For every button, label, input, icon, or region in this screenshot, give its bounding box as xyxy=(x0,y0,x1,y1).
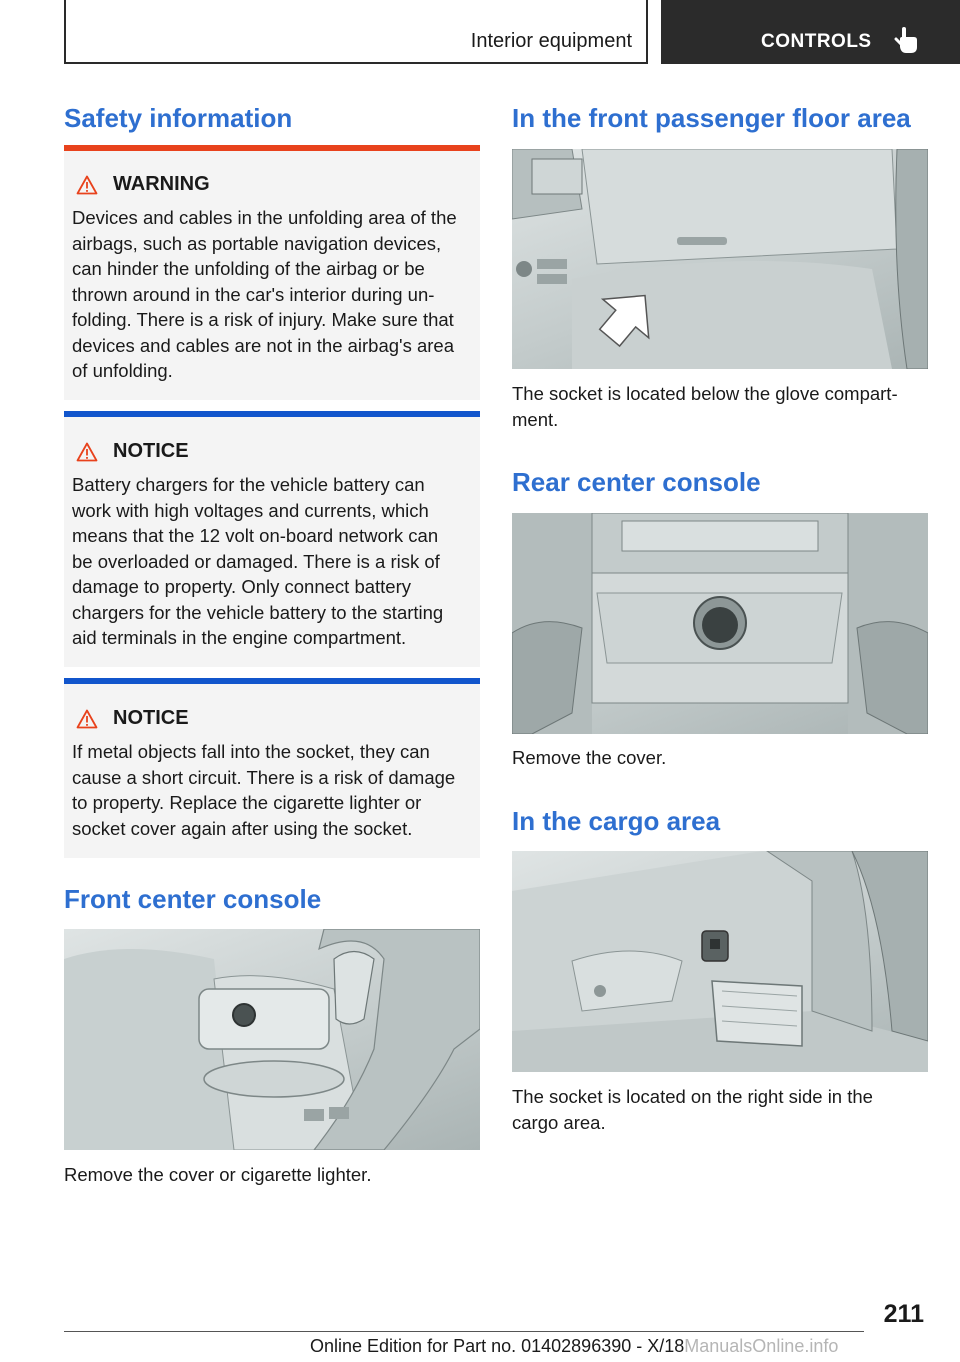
rear-console-caption: Remove the cover. xyxy=(512,747,667,768)
warning-triangle-icon xyxy=(76,175,98,195)
cargo-area-heading: In the cargo area xyxy=(512,806,721,836)
notice-triangle-icon xyxy=(76,442,98,462)
front-center-console-heading: Front center console xyxy=(64,884,322,914)
chapter-tab xyxy=(661,0,960,64)
notice-text-1: Battery chargers for the vehicle battery can work with high voltages and currents, which means that the 12 volt on-board network can be overloaded or damaged. There is a risk of damage to property. Only connect battery chargers for the vehicle battery to the starting aid terminals in the engine compartment. xyxy=(72,474,444,648)
front-console-caption: Remove the cover or cigarette lighter. xyxy=(64,1164,372,1185)
notice-label-2: NOTICE xyxy=(113,707,189,729)
rear-center-console-heading: Rear center console xyxy=(512,467,761,497)
warning-text: Devices and cables in the unfolding area of the airbags, such as portable navigation devices, can hinder the unfolding of the airbag or be thrown around in the car's interior during un‐ folding. There is a risk of injury. Make sure that devices and cables are not in the airbag's area of unfolding. xyxy=(72,207,457,381)
footer-rule xyxy=(64,1331,864,1332)
footer-edition xyxy=(310,1336,838,1357)
rear-console-illustration xyxy=(512,513,928,734)
warning-header xyxy=(76,173,210,196)
notice-box-2 xyxy=(64,678,480,858)
section-tab-label: Interior equipment xyxy=(470,30,632,52)
notice-label-1: NOTICE xyxy=(113,440,189,462)
passenger-floor-caption: The socket is located below the glove compart‐ ment. xyxy=(512,383,898,430)
front-passenger-floor-heading: In the front passenger floor area xyxy=(512,103,911,133)
notice-bar-1 xyxy=(64,411,480,417)
front-console-illustration xyxy=(64,929,480,1150)
cargo-area-illustration xyxy=(512,851,928,1072)
warning-box xyxy=(64,145,480,400)
notice-triangle-icon xyxy=(76,709,98,729)
chapter-tab-label: CONTROLS xyxy=(761,31,872,52)
warning-label: WARNING xyxy=(113,173,210,195)
notice-header-2 xyxy=(76,707,189,730)
page-number: 211 xyxy=(883,1300,924,1328)
passenger-floor-illustration xyxy=(512,149,928,369)
safety-information-heading: Safety information xyxy=(64,103,293,133)
footer-brand-watermark: ManualsOnline.info xyxy=(684,1336,839,1356)
notice-header-1 xyxy=(76,440,189,463)
section-tab xyxy=(64,0,648,64)
notice-box-1 xyxy=(64,411,480,667)
pointing-hand-icon xyxy=(894,25,920,55)
cargo-area-caption: The socket is located on the right side in the cargo area. xyxy=(512,1086,873,1133)
warning-bar xyxy=(64,145,480,151)
footer-edition-text: Online Edition for Part no. 01402896390 - X/18 xyxy=(310,1336,685,1356)
notice-text-2: If metal objects fall into the socket, they can cause a short circuit. There is a risk of damage to property. Replace the cigarette lighter or socket cover again after using the socket. xyxy=(72,741,456,839)
notice-bar-2 xyxy=(64,678,480,684)
